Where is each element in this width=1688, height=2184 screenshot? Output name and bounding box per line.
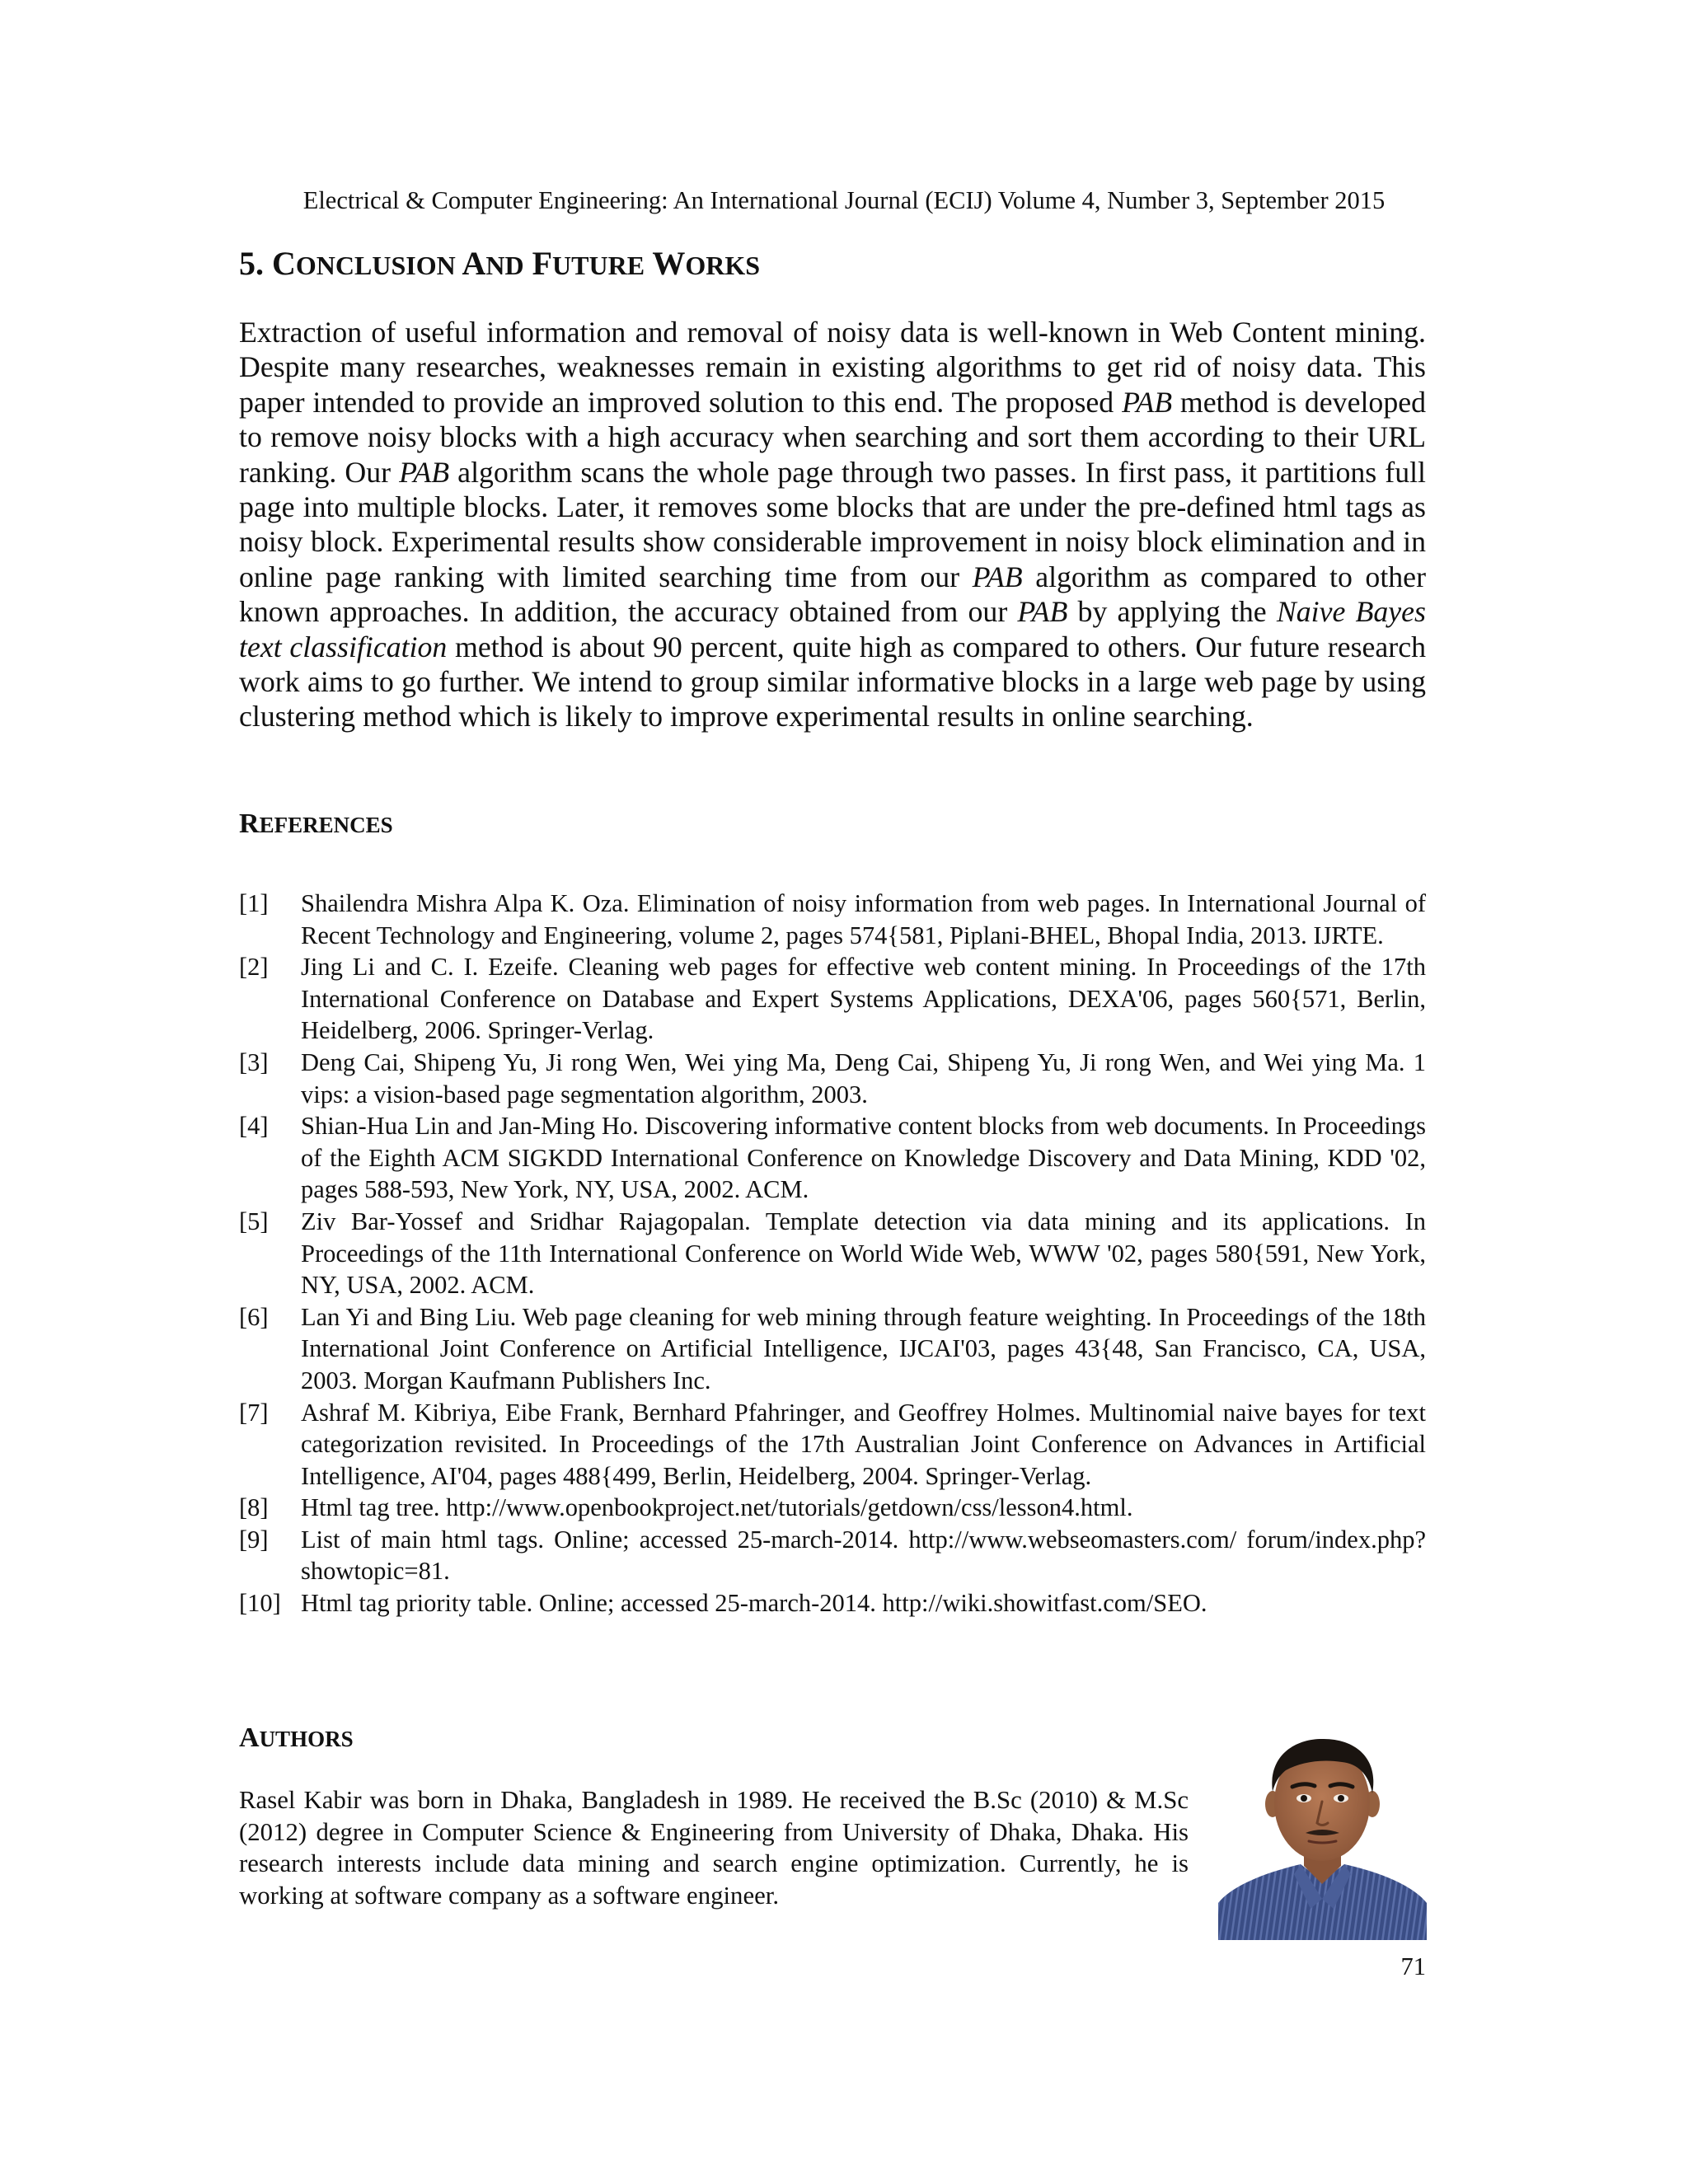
page-number: 71 <box>1400 1952 1426 1980</box>
reference-text: Deng Cai, Shipeng Yu, Ji rong Wen, Wei ying Ma, Deng Cai, Shipeng Yu, Ji rong Wen, and Wei ying Ma. 1 vips: a vision-based page segmentation algorithm, 2003. <box>301 1047 1426 1108</box>
author-portrait-image <box>1218 1734 1427 1940</box>
reference-text: Html tag priority table. Online; accessed 25-march-2014. http://wiki.showitfast.com/SEO. <box>301 1589 1207 1618</box>
author-photo <box>1218 1734 1427 1940</box>
reference-text: Shailendra Mishra Alpa K. Oza. Elimination of noisy information from web pages. In International Journal of Recent Technology and Engineering, volume 2, pages 574{581, Piplani-BHEL, Bhopal India, 2013. IJRTE. <box>301 889 1426 949</box>
reference-number: [4] <box>239 1112 269 1141</box>
reference-number: [9] <box>239 1525 269 1554</box>
reference-text: Shian-Hua Lin and Jan-Ming Ho. Discovering informative content blocks from web documents. In Proceedings of the Eighth ACM SIGKDD International Conference on Knowledge Discovery and Data Mining, KDD '02, pages 588-593, New York, NY, USA, 2002. ACM. <box>301 1112 1426 1204</box>
reference-number: [10] <box>239 1589 281 1618</box>
conclusion-paragraph: Extraction of useful information and removal of noisy data is well-known in Web Content mining. Despite many researches, weaknesses remain in existing algorithms to get rid of noisy data. This paper intended to provide an improved solution to this end. The proposed PAB method is developed to remove noisy blocks with a high accuracy when searching and sort them according to their URL ranking. Our PAB algorithm scans the whole page through two passes. In first pass, it partitions full page into multiple blocks. Later, it removes some blocks that are under the pre-defined html tags as noisy block. Experimental results show considerable improvement in noisy block elimination and in online page ranking with limited searching time from our PAB algorithm as compared to other known approaches. In addition, the accuracy obtained from our PAB by applying the Naive Bayes text classification method is about 90 percent, quite high as compared to others. Our future research work aims to go further. We intend to group similar informative blocks in a large web page by using clustering method which is likely to improve experimental results in online searching. <box>239 316 1426 733</box>
authors-heading: AUTHORS <box>239 1722 354 1753</box>
pab-term: PAB <box>972 560 1023 593</box>
pab-term: PAB <box>1017 595 1068 629</box>
reference-number: [2] <box>239 953 269 982</box>
reference-item <box>239 1110 1426 1206</box>
reference-item <box>239 1047 1426 1110</box>
reference-text: Ashraf M. Kibriya, Eibe Frank, Bernhard Pfahringer, and Geoffrey Holmes. Multinomial naive bayes for text categorization revisited. In Proceedings of the 17th Australian Joint Conference on Advances in Artificial Intelligence, AI'04, pages 488{499, Berlin, Heidelberg, 2004. Springer-Verlag. <box>301 1398 1426 1490</box>
reference-number: [8] <box>239 1493 269 1522</box>
reference-item <box>239 951 1426 1047</box>
reference-text: Ziv Bar-Yossef and Sridhar Rajagopalan. Template detection via data mining and its applications. In Proceedings of the 11th International Conference on World Wide Web, WWW '02, pages 580{591, New York, NY, USA, 2002. ACM. <box>301 1207 1426 1300</box>
conclusion-section <box>239 244 1426 285</box>
naive-bayes-term: Naive Bayes text classification <box>239 595 1426 663</box>
reference-number: [3] <box>239 1047 269 1076</box>
pab-term: PAB <box>1122 385 1173 419</box>
conclusion-body-container <box>239 315 1426 734</box>
reference-text: Jing Li and C. I. Ezeife. Cleaning web pages for effective web content mining. In Proceedings of the 17th International Conference on Database and Expert Systems Applications, DEXA'06, pages 560{571, Berlin, Heidelberg, 2006. Springer-Verlag. <box>301 953 1426 1045</box>
reference-item <box>239 1492 1426 1524</box>
reference-number: [7] <box>239 1398 269 1427</box>
references-heading-container <box>239 808 1426 845</box>
pab-term: PAB <box>399 455 450 489</box>
reference-text: List of main html tags. Online; accessed 25-march-2014. http://www.webseomasters.com/ forum/index.php?showtopic=81. <box>301 1525 1426 1586</box>
references-list <box>239 888 1426 1619</box>
running-header: Electrical & Computer Engineering: An International Journal (ECIJ) Volume 4, Number 3, September 2015 <box>302 186 1386 214</box>
reference-text: Lan Yi and Bing Liu. Web page cleaning for web mining through feature weighting. In Proceedings of the 18th International Joint Conference on Artificial Intelligence, IJCAI'03, pages 43{48, San Francisco, CA, USA, 2003. Morgan Kaufmann Publishers Inc. <box>301 1302 1426 1394</box>
reference-item <box>239 888 1426 951</box>
author-bio: Rasel Kabir was born in Dhaka, Bangladesh in 1989. He received the B.Sc (2010) & M.Sc (2012) degree in Computer Science & Engineering from University of Dhaka, Dhaka. His research interests include data mining and search engine optimization. Currently, he is working at software company as a software engineer. <box>239 1786 1189 1910</box>
references-heading: REFERENCES <box>239 808 393 839</box>
reference-number: [6] <box>239 1302 269 1331</box>
reference-item <box>239 1206 1426 1301</box>
reference-number: [1] <box>239 889 269 917</box>
reference-item <box>239 1587 1426 1619</box>
reference-number: [5] <box>239 1207 269 1235</box>
reference-item <box>239 1524 1426 1587</box>
references-section <box>239 888 1426 1619</box>
reference-text: Html tag tree. http://www.openbookproject.net/tutorials/getdown/css/lesson4.html. <box>301 1493 1133 1522</box>
reference-item <box>239 1397 1426 1493</box>
reference-item <box>239 1301 1426 1397</box>
section-heading-conclusion: 5. CONCLUSION AND FUTURE WORKS <box>239 245 761 282</box>
